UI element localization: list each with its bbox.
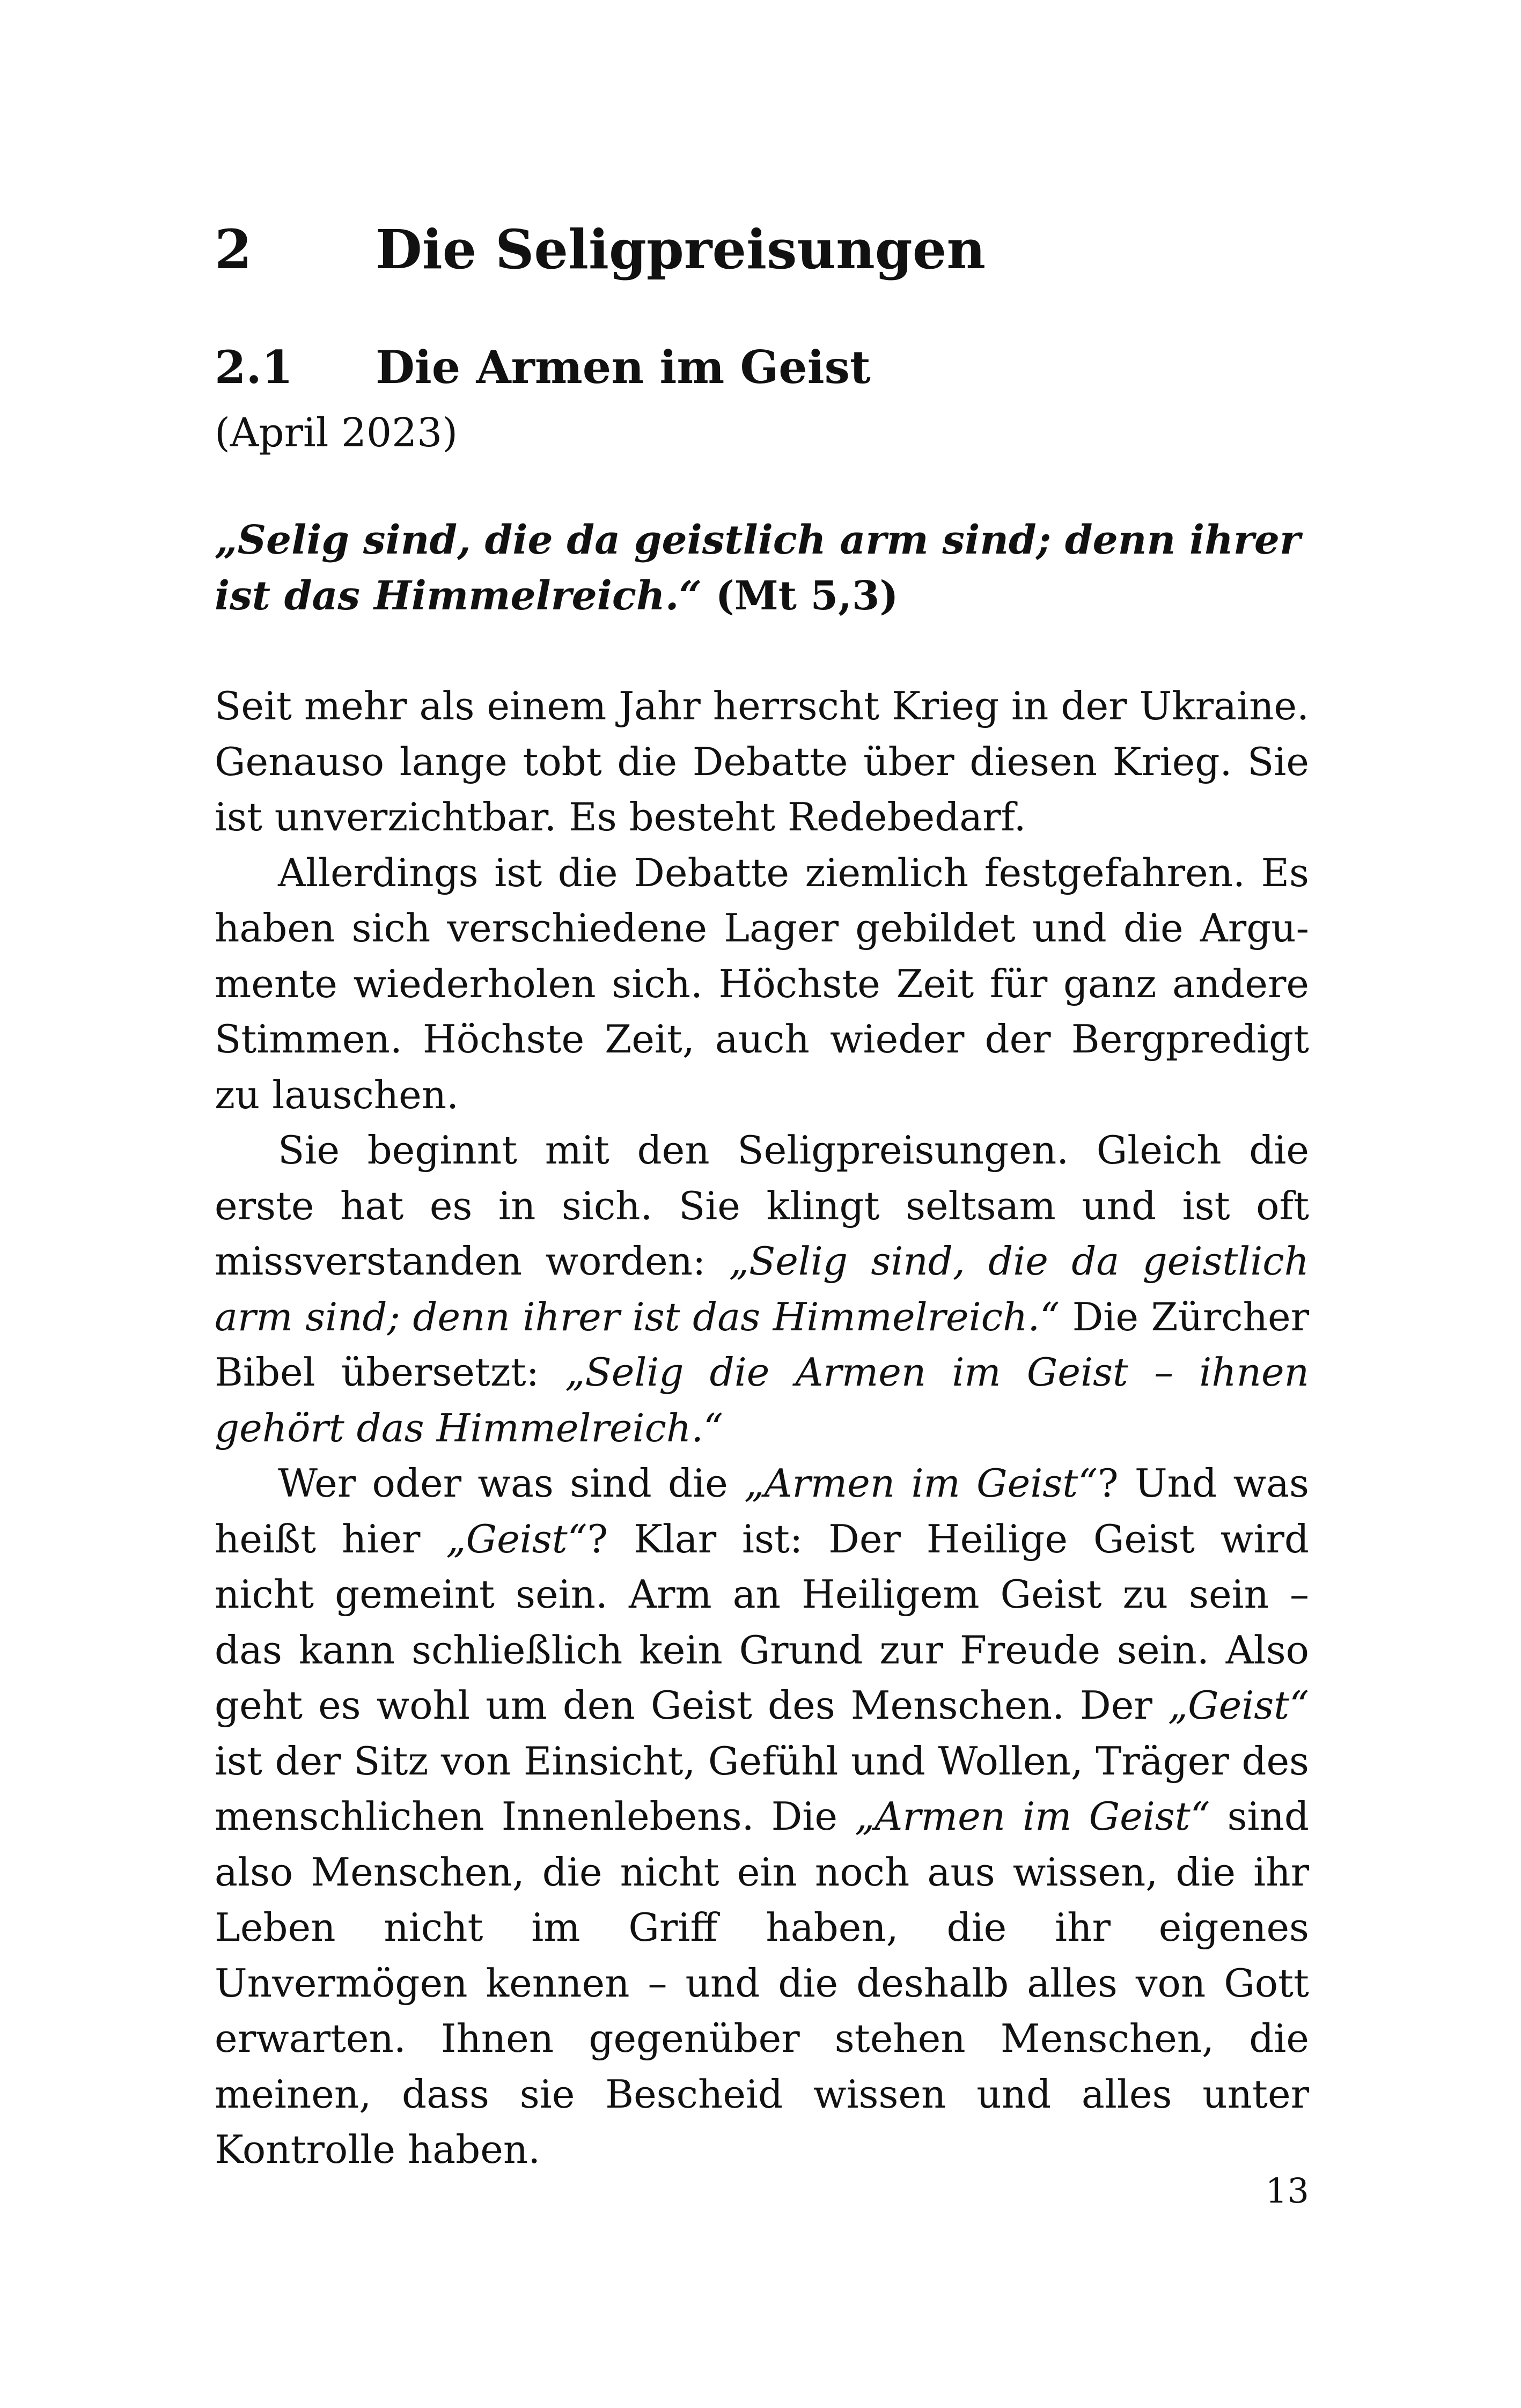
chapter-heading bbox=[215, 212, 1309, 287]
section-heading bbox=[215, 335, 1309, 400]
quote-luther: „Selig sind, die da geistlich arm sind; denn ihrer ist das Himmelreich.“ bbox=[215, 1239, 1309, 1339]
term-geist: „Geist“ bbox=[1167, 1683, 1309, 1728]
section-title: Die Armen im Geist bbox=[376, 341, 871, 394]
paragraph-4-text: ? Klar ist: Der Heilige Geist wird nicht gemeint sein. Arm an Heiligem Geist zu sein – das kann schließlich kein Grund zur Freude sein. Also geht es wohl um den Geist des Menschen. Der bbox=[215, 1516, 1309, 1728]
book-page bbox=[215, 0, 1309, 2408]
paragraph-4 bbox=[215, 1456, 1309, 2178]
page-number: 13 bbox=[1265, 2171, 1309, 2211]
quote-zuercher: „Selig die Armen im Geist – ihnen gehört das Himmelreich.“ bbox=[215, 1350, 1309, 1450]
chapter-title: Die Seligpreisungen bbox=[376, 218, 986, 281]
paragraph-4-text: ist der Sitz von Einsicht, Gefühl und Wollen, Träger des menschlichen Innenlebens. Die bbox=[215, 1738, 1309, 1839]
paragraph-1: Seit mehr als einem Jahr herrscht Krieg in der Ukraine. Genauso lange tobt die Debatte über diesen Krieg. Sie ist unverzichtbar. Es besteht Redebedarf. bbox=[215, 683, 1309, 840]
epigraph bbox=[215, 512, 1309, 624]
paragraph-4-text: sind also Menschen, die nicht ein noch aus wissen, die ihr Leben nicht im Griff haben, die ihr eigenes Unvermögen kennen – und die deshalb alles von Gott erwarten. Ihnen gegenüber stehen Menschen, die meinen, dass sie Bescheid wissen und alles unter Kontrolle haben. bbox=[215, 1794, 1310, 2172]
paragraph-2: Allerdings ist die Debatte ziemlich festgefahren. Es haben sich verschiedene Lager gebildet und die Argumente wiederholen sich. Höchste Zeit für ganz andere Stimmen. Höchste Zeit, auch wieder der Bergpredigt zu lauschen. bbox=[215, 850, 1309, 1117]
paragraph-3-text: Sie beginnt mit den Seligpreisungen. Gleich die erste hat es in sich. Sie klingt seltsam und ist oft missverstanden worden: bbox=[215, 1128, 1309, 1284]
term-armen-im-geist: „Armen im Geist“ bbox=[744, 1461, 1098, 1506]
epigraph-quote: „Selig sind, die da geistlich arm sind; denn ihrer ist das Himmelreich.“ bbox=[215, 517, 1300, 619]
term-geist: „Geist“ bbox=[446, 1516, 587, 1562]
paragraph-3-text: Die Zürcher Bibel übersetzt: bbox=[215, 1294, 1309, 1395]
chapter-number: 2 bbox=[215, 218, 252, 281]
term-armen-im-geist: „Armen im Geist“ bbox=[855, 1794, 1210, 1839]
epigraph-reference: (Mt 5,3) bbox=[702, 573, 899, 619]
paragraph-4-text: ? Und was heißt hier bbox=[215, 1461, 1309, 1562]
paragraph-3 bbox=[215, 1123, 1309, 1456]
body-text bbox=[215, 679, 1309, 2178]
paragraph-4-text: Wer oder was sind die bbox=[278, 1461, 745, 1506]
section-date: (April 2023) bbox=[215, 410, 458, 456]
section-number: 2.1 bbox=[215, 341, 293, 394]
